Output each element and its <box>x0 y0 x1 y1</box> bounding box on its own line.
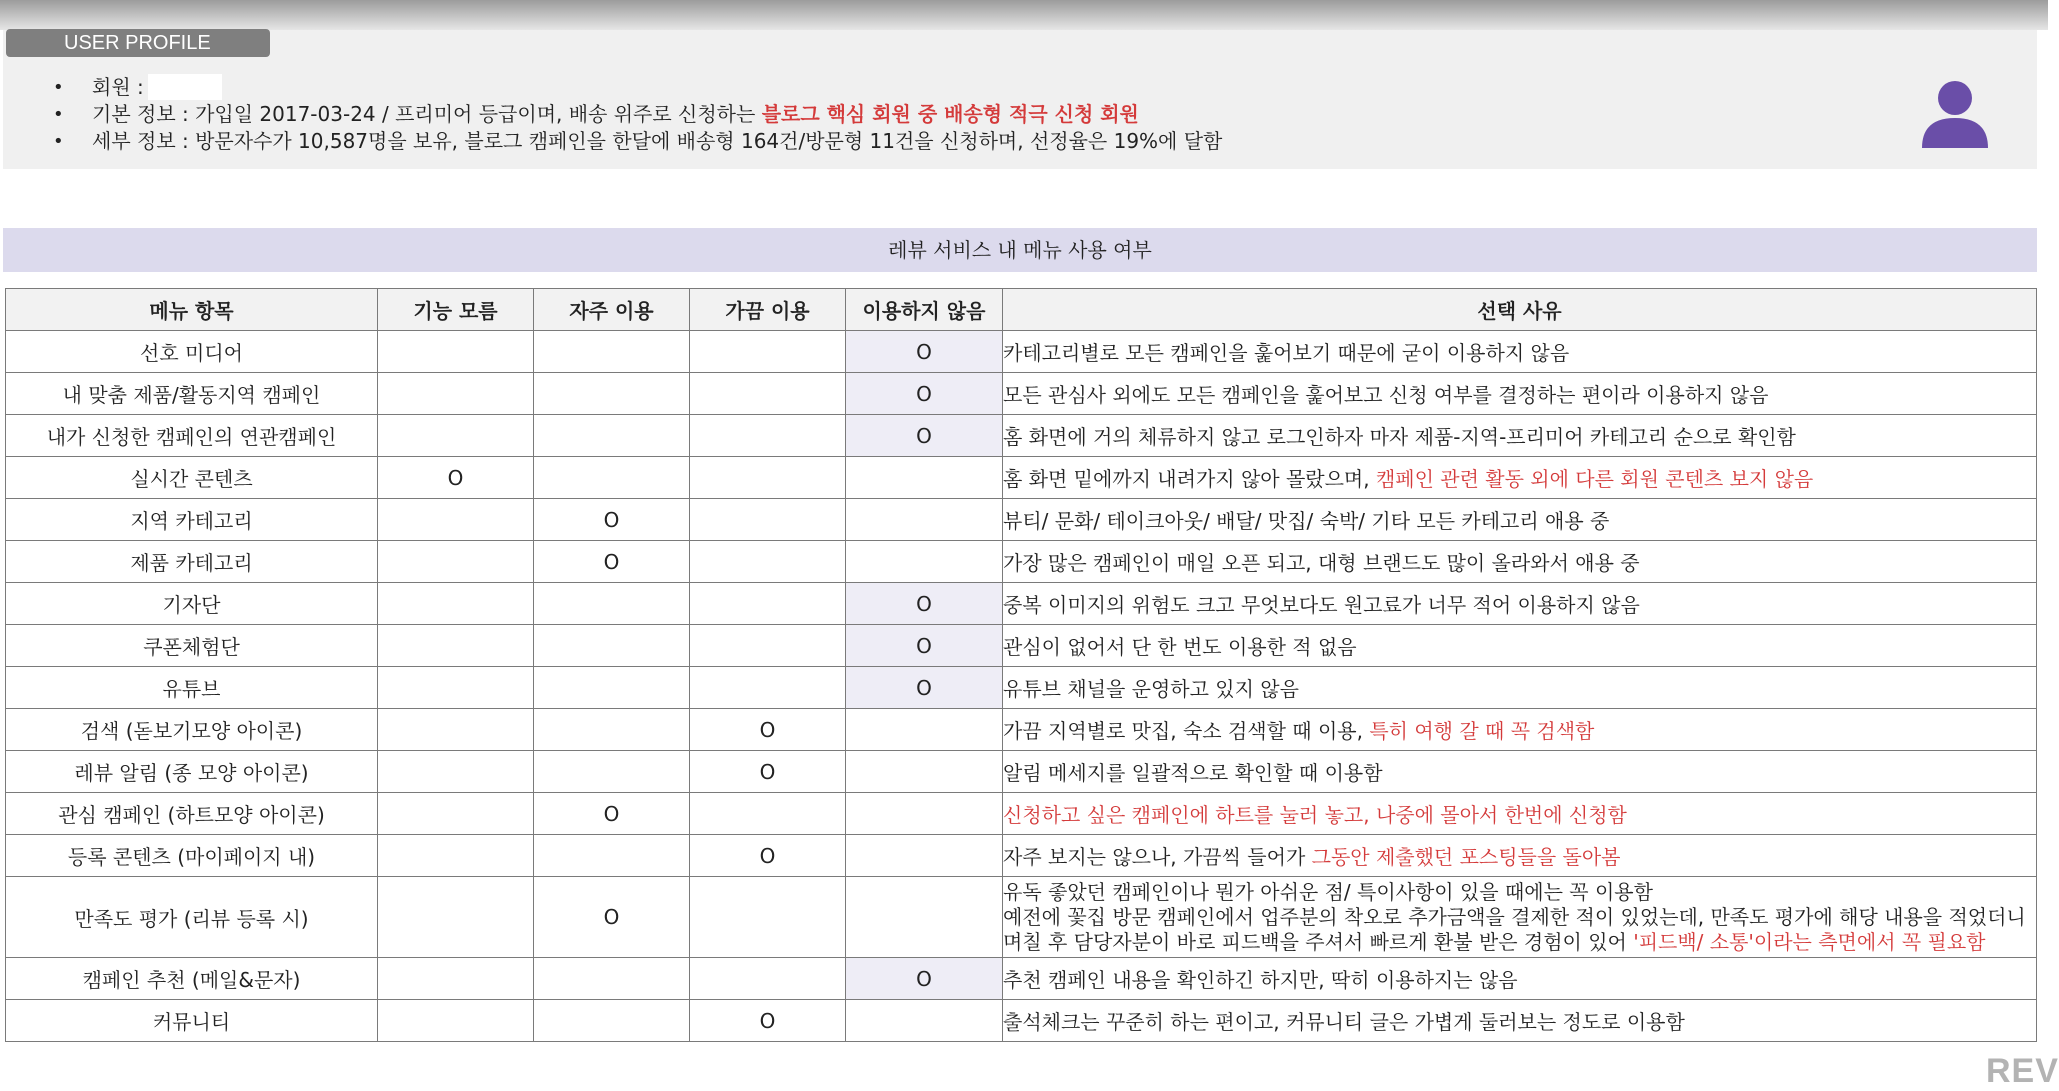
reason-text: 유튜브 채널을 운영하고 있지 않음 <box>1003 677 1299 701</box>
occasional-mark-cell <box>690 667 846 709</box>
reason-cell <box>1003 793 2037 835</box>
table-row <box>6 1000 2037 1042</box>
reason-cell <box>1003 877 2037 958</box>
reason-highlight: 신청하고 싶은 캠페인에 하트를 눌러 놓고, 나중에 몰아서 한번에 신청함 <box>1003 803 1627 827</box>
member-line: • 회원 : <box>50 74 1222 101</box>
detail-info-text: 세부 정보 : 방문자수가 10,587명을 보유, 블로그 캠페인을 한달에 배송형 164건/방문형 11건을 신청하며, 선정율은 19%에 달함 <box>92 129 1223 153</box>
reason-text: 출석체크는 꾸준히 하는 편이고, 커뮤니티 글은 가볍게 둘러보는 정도로 이용함 <box>1003 1010 1685 1034</box>
not-used-mark-cell <box>846 709 1003 751</box>
unknown-mark-cell <box>378 835 534 877</box>
reason-text: 예전에 꽃집 방문 캠페인에서 업주분의 착오로 추가금액을 결제한 적이 있었는데, 만족도 평가에 해당 내용을 적었더니 <box>1003 904 2026 929</box>
occasional-mark-cell <box>690 541 846 583</box>
table-row <box>6 835 2037 877</box>
not-used-mark-cell: O <box>846 583 1003 625</box>
reason-highlight: 그동안 제출했던 포스팅들을 돌아봄 <box>1311 845 1621 869</box>
occasional-mark-cell <box>690 793 846 835</box>
reason-cell <box>1003 331 2037 373</box>
member-label: 회원 : <box>92 75 144 99</box>
basic-info-text: 기본 정보 : 가입일 2017-03-24 / 프리미어 등급이며, 배송 위주로 신청하는 <box>92 102 762 126</box>
reason-text: 홈 화면에 거의 체류하지 않고 로그인하자 마자 제품-지역-프리미어 카테고리 순으로 확인함 <box>1003 425 1796 449</box>
reason-cell <box>1003 667 2037 709</box>
not-used-mark-cell: O <box>846 667 1003 709</box>
table-row <box>6 877 2037 958</box>
unknown-mark-cell: O <box>378 457 534 499</box>
reason-text: 추천 캠페인 내용을 확인하긴 하지만, 딱히 이용하지는 않음 <box>1003 968 1518 992</box>
reason-text: 중복 이미지의 위험도 크고 무엇보다도 원고료가 너무 적어 이용하지 않음 <box>1003 593 1640 617</box>
header-reason: 선택 사유 <box>1003 289 2037 331</box>
occasional-mark-cell <box>690 877 846 958</box>
occasional-mark-cell <box>690 625 846 667</box>
not-used-mark-cell: O <box>846 331 1003 373</box>
table-row <box>6 415 2037 457</box>
unknown-mark-cell <box>378 709 534 751</box>
user-icon <box>1920 80 1990 148</box>
not-used-mark-cell <box>846 877 1003 958</box>
not-used-mark-cell <box>846 457 1003 499</box>
reason-cell <box>1003 373 2037 415</box>
frequent-mark-cell <box>534 373 690 415</box>
header-unknown: 기능 모름 <box>378 289 534 331</box>
not-used-mark-cell <box>846 751 1003 793</box>
table-row <box>6 667 2037 709</box>
reason-text: 홈 화면 밑에까지 내려가지 않아 몰랐으며, <box>1003 467 1376 491</box>
unknown-mark-cell <box>378 541 534 583</box>
reason-cell <box>1003 457 2037 499</box>
menu-item-cell: 기자단 <box>6 583 378 625</box>
occasional-mark-cell <box>690 331 846 373</box>
not-used-mark-cell: O <box>846 625 1003 667</box>
frequent-mark-cell <box>534 667 690 709</box>
reason-text: 유독 좋았던 캠페인이나 뭔가 아쉬운 점/ 특이사항이 있을 때에는 꼭 이용함 <box>1003 879 1653 904</box>
frequent-mark-cell <box>534 415 690 457</box>
reason-text: 알림 메세지를 일괄적으로 확인할 때 이용함 <box>1003 761 1383 785</box>
header-frequent: 자주 이용 <box>534 289 690 331</box>
frequent-mark-cell: O <box>534 499 690 541</box>
reason-cell <box>1003 541 2037 583</box>
table-row <box>6 958 2037 1000</box>
occasional-mark-cell: O <box>690 835 846 877</box>
frequent-mark-cell <box>534 331 690 373</box>
frequent-mark-cell <box>534 625 690 667</box>
not-used-mark-cell <box>846 793 1003 835</box>
frequent-mark-cell <box>534 958 690 1000</box>
profile-info-list <box>50 74 1222 155</box>
top-gradient-bar <box>0 0 2048 30</box>
reason-cell <box>1003 835 2037 877</box>
not-used-mark-cell: O <box>846 415 1003 457</box>
reason-cell <box>1003 709 2037 751</box>
table-row <box>6 793 2037 835</box>
reason-text: 며칠 후 담당자분이 바로 피드백을 주셔서 빠르게 환불 받은 경험이 있어 <box>1003 929 1634 954</box>
table-row <box>6 583 2037 625</box>
reason-highlight: 특히 여행 갈 때 꼭 검색함 <box>1369 719 1595 743</box>
reason-highlight: '피드백/ 소통'이라는 측면에서 꼭 필요함 <box>1633 929 1986 954</box>
table-row <box>6 331 2037 373</box>
frequent-mark-cell <box>534 835 690 877</box>
section-title: 레뷰 서비스 내 메뉴 사용 여부 <box>3 228 2037 272</box>
reason-cell <box>1003 751 2037 793</box>
frequent-mark-cell <box>534 1000 690 1042</box>
not-used-mark-cell <box>846 541 1003 583</box>
menu-item-cell: 레뷰 알림 (종 모양 아이콘) <box>6 751 378 793</box>
frequent-mark-cell: O <box>534 541 690 583</box>
table-row <box>6 457 2037 499</box>
menu-item-cell: 쿠폰체험단 <box>6 625 378 667</box>
header-occasional: 가끔 이용 <box>690 289 846 331</box>
reason-text: 모든 관심사 외에도 모든 캠페인을 훑어보고 신청 여부를 결정하는 편이라 이용하지 않음 <box>1003 383 1769 407</box>
frequent-mark-cell <box>534 709 690 751</box>
basic-info-line: • 기본 정보 : 가입일 2017-03-24 / 프리미어 등급이며, 배송 위주로 신청하는 블로그 핵심 회원 중 배송형 적극 신청 회원 <box>53 102 1139 126</box>
reason-line <box>1003 880 2036 905</box>
menu-item-cell: 선호 미디어 <box>6 331 378 373</box>
reason-cell <box>1003 625 2037 667</box>
user-profile-tag: USER PROFILE <box>6 29 270 57</box>
occasional-mark-cell <box>690 583 846 625</box>
unknown-mark-cell <box>378 793 534 835</box>
unknown-mark-cell <box>378 751 534 793</box>
frequent-mark-cell <box>534 457 690 499</box>
occasional-mark-cell: O <box>690 751 846 793</box>
table-row <box>6 751 2037 793</box>
reason-cell <box>1003 415 2037 457</box>
reason-cell <box>1003 958 2037 1000</box>
reason-text: 관심이 없어서 단 한 번도 이용한 적 없음 <box>1003 635 1357 659</box>
menu-item-cell: 만족도 평가 (리뷰 등록 시) <box>6 877 378 958</box>
occasional-mark-cell <box>690 373 846 415</box>
table-row <box>6 625 2037 667</box>
menu-item-cell: 내 맞춤 제품/활동지역 캠페인 <box>6 373 378 415</box>
reason-text: 가장 많은 캠페인이 매일 오픈 되고, 대형 브랜드도 많이 올라와서 애용 중 <box>1003 551 1640 575</box>
menu-item-cell: 커뮤니티 <box>6 1000 378 1042</box>
menu-item-cell: 유튜브 <box>6 667 378 709</box>
basic-info-highlight: 블로그 핵심 회원 중 배송형 적극 신청 회원 <box>761 102 1139 126</box>
unknown-mark-cell <box>378 958 534 1000</box>
menu-item-cell: 등록 콘텐츠 (마이페이지 내) <box>6 835 378 877</box>
not-used-mark-cell <box>846 835 1003 877</box>
menu-usage-table <box>5 288 2037 1042</box>
reason-text: 자주 보지는 않으나, 가끔씩 들어가 <box>1003 845 1312 869</box>
table-row <box>6 373 2037 415</box>
menu-item-cell: 실시간 콘텐츠 <box>6 457 378 499</box>
reason-cell <box>1003 1000 2037 1042</box>
unknown-mark-cell <box>378 1000 534 1042</box>
not-used-mark-cell <box>846 499 1003 541</box>
menu-item-cell: 캠페인 추천 (메일&문자) <box>6 958 378 1000</box>
detail-info-line: • 세부 정보 : 방문자수가 10,587명을 보유, 블로그 캠페인을 한달에 배송형 164건/방문형 11건을 신청하며, 선정율은 19%에 달함 <box>53 129 1223 153</box>
unknown-mark-cell <box>378 373 534 415</box>
frequent-mark-cell <box>534 583 690 625</box>
occasional-mark-cell <box>690 499 846 541</box>
not-used-mark-cell <box>846 1000 1003 1042</box>
occasional-mark-cell <box>690 415 846 457</box>
table-row <box>6 541 2037 583</box>
not-used-mark-cell: O <box>846 373 1003 415</box>
header-not-used: 이용하지 않음 <box>846 289 1003 331</box>
menu-item-cell: 검색 (돋보기모양 아이콘) <box>6 709 378 751</box>
frequent-mark-cell: O <box>534 793 690 835</box>
reason-text: 카테고리별로 모든 캠페인을 훑어보기 때문에 굳이 이용하지 않음 <box>1003 341 1570 365</box>
table-row <box>6 499 2037 541</box>
not-used-mark-cell: O <box>846 958 1003 1000</box>
header-menu-item: 메뉴 항목 <box>6 289 378 331</box>
table-body <box>6 331 2037 1042</box>
menu-item-cell: 제품 카테고리 <box>6 541 378 583</box>
unknown-mark-cell <box>378 499 534 541</box>
unknown-mark-cell <box>378 331 534 373</box>
reason-cell <box>1003 583 2037 625</box>
occasional-mark-cell <box>690 958 846 1000</box>
reason-line <box>1003 905 2036 930</box>
unknown-mark-cell <box>378 667 534 709</box>
frequent-mark-cell: O <box>534 877 690 958</box>
occasional-mark-cell: O <box>690 709 846 751</box>
watermark-logo: REV <box>1986 1052 2059 1090</box>
unknown-mark-cell <box>378 877 534 958</box>
table-header-row <box>6 289 2037 331</box>
reason-text: 가끔 지역별로 맛집, 숙소 검색할 때 이용, <box>1003 719 1370 743</box>
unknown-mark-cell <box>378 625 534 667</box>
frequent-mark-cell <box>534 751 690 793</box>
redacted-name <box>148 74 222 100</box>
menu-item-cell: 지역 카테고리 <box>6 499 378 541</box>
occasional-mark-cell: O <box>690 1000 846 1042</box>
reason-text: 뷰티/ 문화/ 테이크아웃/ 배달/ 맛집/ 숙박/ 기타 모든 카테고리 애용 중 <box>1003 509 1610 533</box>
menu-item-cell: 관심 캠페인 (하트모양 아이콘) <box>6 793 378 835</box>
unknown-mark-cell <box>378 583 534 625</box>
reason-highlight: 캠페인 관련 활동 외에 다른 회원 콘텐츠 보지 않음 <box>1375 467 1814 491</box>
reason-cell <box>1003 499 2037 541</box>
table-row <box>6 709 2037 751</box>
occasional-mark-cell <box>690 457 846 499</box>
menu-item-cell: 내가 신청한 캠페인의 연관캠페인 <box>6 415 378 457</box>
reason-line <box>1003 930 2036 955</box>
unknown-mark-cell <box>378 415 534 457</box>
